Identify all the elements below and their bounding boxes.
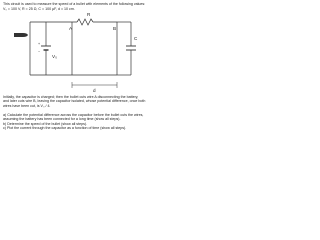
description-line-2: and later cuts wire B, leaving the capacitor isolated, whose potential difference, once both <box>3 99 146 104</box>
questions-block <box>3 113 198 130</box>
resistor-label: R <box>87 12 91 17</box>
description-line-1: Initially, the capacitor is charged; then the bullet cuts wire A disconnecting the battery, <box>3 95 139 99</box>
bullet-icon <box>14 33 28 37</box>
distance-label: d <box>93 88 96 93</box>
battery-label: V₀ <box>52 54 57 59</box>
intro-line-1: This circuit is used to measure the speed of a bullet with elements of the following values: <box>3 2 146 6</box>
wire-a-label: A <box>69 26 73 31</box>
capacitor-label: C <box>134 36 138 41</box>
question-b: b) Determine the speed of the bullet (show all steps). <box>3 121 88 126</box>
description-line-3: wires have been cut, is V₀ / 4. <box>3 103 51 108</box>
description-paragraph <box>3 95 198 108</box>
battery-plus-label: + <box>38 42 41 46</box>
intro-line-2: V₀ = 100 V, R = 25 Ω, C = 100 μF, d = 10 cm. <box>3 7 75 11</box>
question-c: c) Plot the current through the capacitor as a function of time (show all steps). <box>3 125 127 130</box>
question-a-line-2: assuming the battery has been connected for a long time (show all steps). <box>3 117 121 122</box>
wire-b-label: B <box>113 26 117 31</box>
question-a-line-1: a) Calculate the potential difference across the capacitor before the bullet cuts the wires, <box>3 113 144 117</box>
resistor-symbol <box>77 19 93 25</box>
battery-minus-label: − <box>38 50 41 54</box>
